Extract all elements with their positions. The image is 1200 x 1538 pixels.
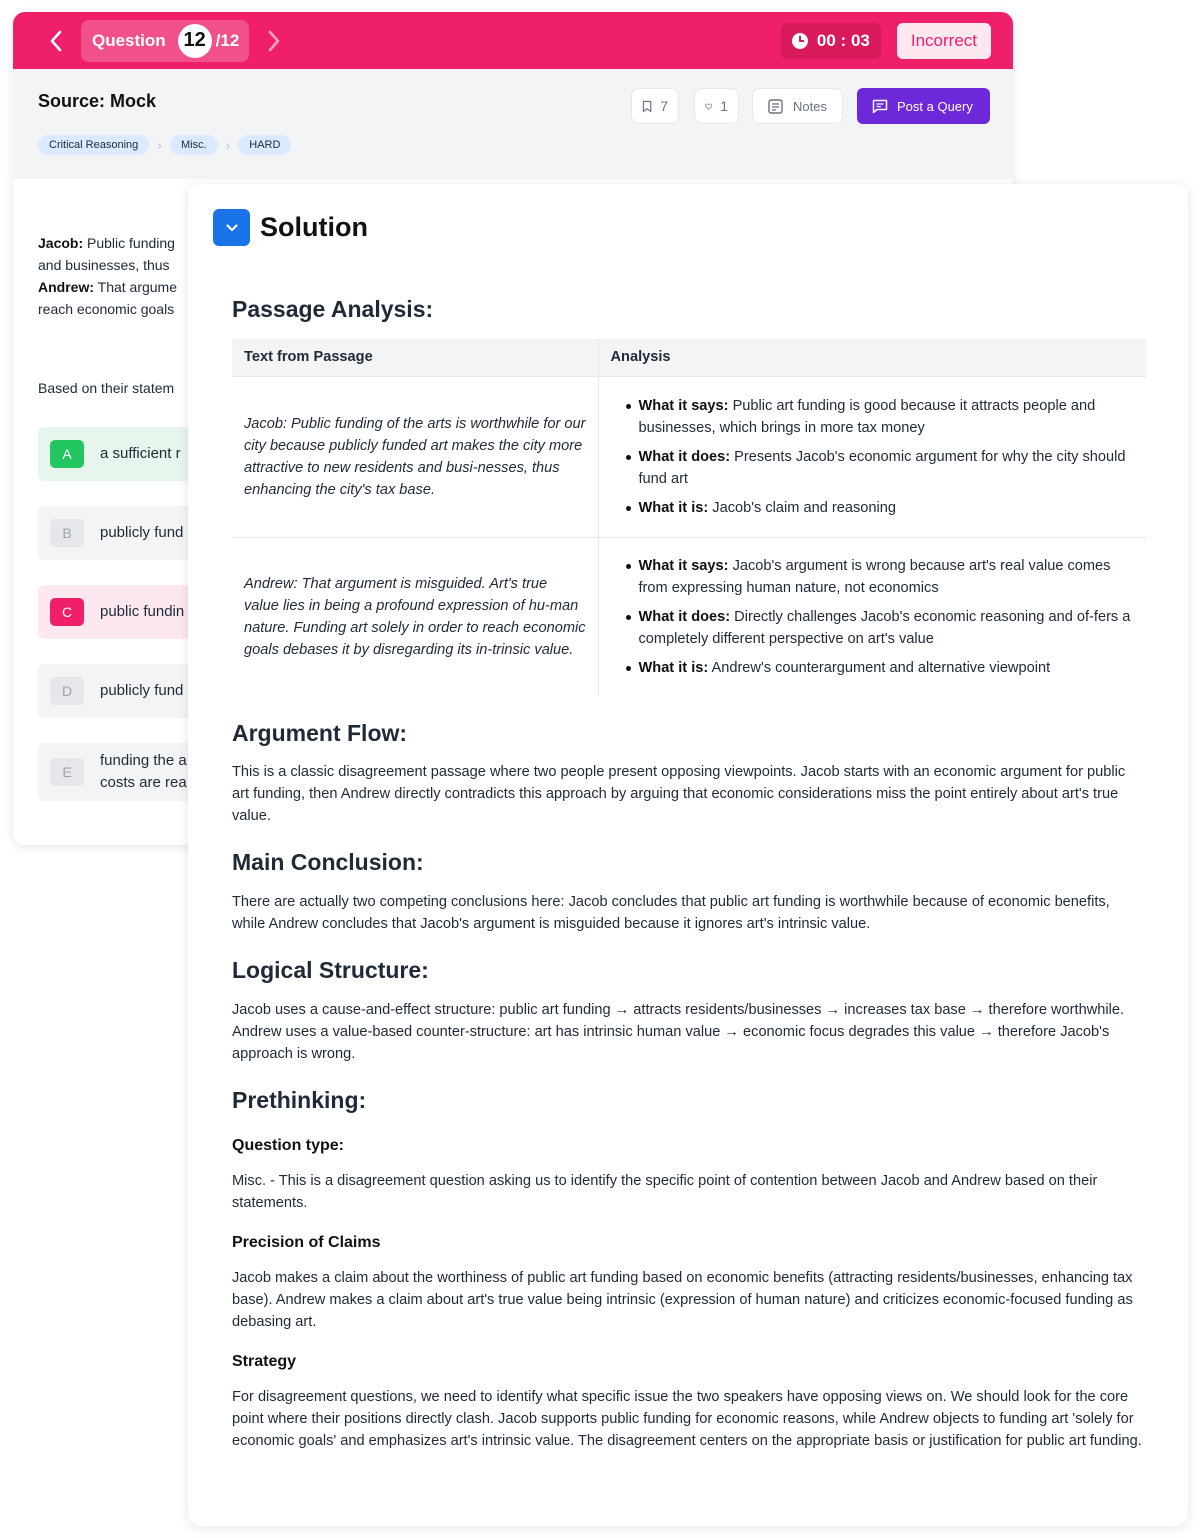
speaker-jacob: Jacob: [38,235,84,251]
tag-critical-reasoning[interactable]: Critical Reasoning [38,135,149,155]
option-text: public fundin [100,603,185,620]
option-letter: C [50,598,84,626]
passage-quote: Andrew: That argument is misguided. Art's true value lies in being a profound expression of hu-man nature. Funding art solely in order to reach economic goals debases it by disregarding its in-trinsic value. [232,537,598,696]
analysis-item [611,446,1135,490]
chevron-right-icon: › [225,137,231,153]
solution-panel [188,184,1188,1526]
bookmark-button[interactable] [631,88,679,124]
analysis-text: Jacob's claim and reasoning [708,499,896,516]
section-heading-argument-flow: Argument Flow: [232,720,408,746]
analysis-item [611,497,1135,519]
bookmark-icon [642,98,652,115]
question-prompt: Based on their statem [38,380,175,396]
option-letter: B [50,519,84,547]
section-heading-main-conclusion: Main Conclusion: [232,849,424,875]
analysis-label: What it is: [638,659,709,676]
message-icon [872,99,888,114]
analysis-label: What it says: [638,397,729,414]
analysis-text: Jacob's argument is wrong because art's real value comes from expressing human nature, not economics [638,557,1111,596]
source-label: Source: Mock [38,91,157,111]
bookmark-count: 7 [660,98,668,114]
passage-quote: Jacob: Public funding of the arts is worthwhile for our city because publicly funded art makes the city more attractive to new residents and busi-nesses, thus enhancing the city's tax base. [232,376,598,537]
timer [781,23,881,59]
option-text: publicly fund [100,524,184,541]
option-text: publicly fund [100,682,184,699]
like-button[interactable] [694,88,739,124]
question-total: /12 [215,30,240,50]
subheading-strategy: Strategy [232,1353,297,1370]
analysis-cell [598,376,1146,537]
like-count: 1 [720,98,728,114]
analysis-label: What it does: [638,448,731,465]
chevron-down-icon [225,223,239,233]
analysis-label: What it says: [638,557,729,574]
collapse-solution-button[interactable] [213,209,250,246]
chevron-right-icon [267,30,281,52]
solution-title: Solution [260,212,368,242]
option-letter: A [50,440,84,468]
chevron-left-icon [49,30,63,52]
analysis-text: Public art funding is good because it attracts people and businesses, which brings in more tax money [638,397,1096,436]
notes-icon [768,99,783,114]
tag-misc[interactable]: Misc. [170,135,218,155]
argument-flow-text: This is a classic disagreement passage where two people present opposing viewpoints. Jacob starts with an economic argument for public art funding, then Andrew directly contradicts this approach by arguing that economic considerations miss the point entirely about art's true value. [232,764,1126,824]
option-text-line: costs are rea [100,774,187,791]
passage-text: Public funding [83,235,175,251]
option-text [100,750,187,794]
question-type-text: Misc. - This is a disagreement question asking us to identify the specific point of contention between Jacob and Andrew based on their statements. [232,1173,1098,1211]
passage-text: That argume [94,279,178,295]
subheading-precision: Precision of Claims [232,1234,381,1251]
chevron-right-icon: › [157,137,162,153]
option-text-line: funding the a [100,752,187,769]
strategy-text: For disagreement questions, we need to identify what specific issue the two speakers have opposing views on. We should look for the core point where their positions directly clash. Jacob supports public funding for economic reasons, while Andrew objects to funding art 'solely for economic goals' and emphasizes art's intrinsic value. The disagreement centers on the appropriate basis or justification for public art funding. [232,1389,1142,1449]
passage-text: and businesses, thus [38,257,170,273]
clock-icon [792,33,808,49]
passage-analysis-table [232,339,1146,696]
analysis-text: Directly challenges Jacob's economic reasoning and of-fers a completely different perspective on art's value [638,608,1131,647]
question-header [13,12,1013,69]
table-header: Analysis [598,339,1146,376]
subheading-question-type: Question type: [232,1137,345,1154]
option-text: a sufficient r [100,445,181,462]
analysis-item [611,657,1135,679]
main-conclusion-text: There are actually two competing conclusions here: Jacob concludes that public art funding is worthwhile because of economic benefits, while Andrew concludes that Jacob's argument is misguided because it ignores art's intrinsic value. [232,894,1110,932]
analysis-item [611,555,1135,599]
tag-list [38,135,291,155]
table-row [232,376,1146,537]
question-counter [81,20,249,62]
timer-value: 00 : 03 [816,30,870,50]
status-badge: Incorrect [897,23,991,59]
question-number: 12 [178,24,212,58]
analysis-item [611,395,1135,439]
notes-label: Notes [793,98,827,114]
post-query-label: Post a Query [897,98,973,114]
analysis-label: What it is: [638,499,709,516]
post-query-button[interactable] [857,88,990,124]
option-letter: E [50,758,84,786]
previous-question-button[interactable] [43,28,69,54]
option-letter: D [50,677,84,705]
section-heading-prethinking: Prethinking: [232,1087,367,1113]
analysis-text: Presents Jacob's economic argument for why the city should fund art [638,448,1126,487]
analysis-label: What it does: [638,608,731,625]
speaker-andrew: Andrew: [38,279,94,295]
passage-text: reach economic goals [38,301,175,317]
question-passage [38,232,198,320]
question-toolbar [13,69,1013,179]
precision-text: Jacob makes a claim about the worthiness of public art funding based on economic benefits (attracting residents/businesses, enhancing tax base). Andrew makes a claim about art's true value being intrinsic (expression of human nature) and criticizes economic-focused funding as debasing art. [232,1270,1133,1330]
analysis-text: Andrew's counterargument and alternative viewpoint [708,659,1051,676]
question-label: Question [92,30,166,50]
table-header: Text from Passage [232,339,598,376]
heart-icon [705,99,712,114]
logical-structure-text: Jacob uses a cause-and-effect structure: public art funding → attracts residents/businesses → increases tax base → therefore worthwhile. Andrew uses a value-based counter-structure: art has intrinsic human value → economic focus degrades this value → therefore Jacob's approach is wrong. [232,1002,1125,1062]
notes-button[interactable] [752,88,843,124]
analysis-cell [598,537,1146,696]
next-question-button[interactable] [261,28,287,54]
solution-body [232,296,1146,1452]
tag-difficulty[interactable]: HARD [238,135,291,155]
analysis-item [611,606,1135,650]
section-heading-passage-analysis: Passage Analysis: [232,296,434,322]
table-row [232,537,1146,696]
section-heading-logical-structure: Logical Structure: [232,957,429,983]
